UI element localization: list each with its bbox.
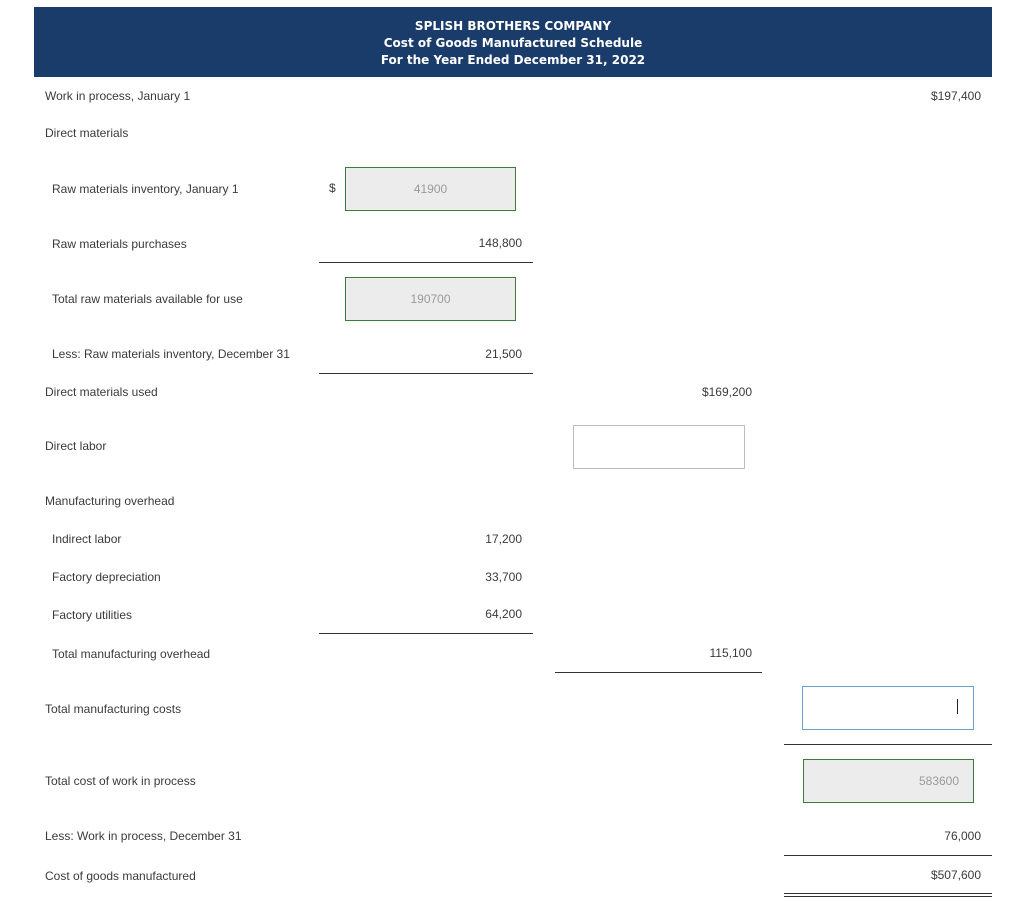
total-overhead-label: Total manufacturing overhead [52, 647, 211, 661]
rm-inventory-jan-label: Raw materials inventory, January 1 [52, 182, 239, 196]
total-double-rule [784, 893, 992, 897]
wip-jan-label: Work in process, January 1 [45, 89, 191, 103]
mfg-overhead-label: Manufacturing overhead [45, 494, 175, 508]
total-wip-input[interactable] [803, 759, 974, 803]
factory-utilities-label: Factory utilities [52, 608, 133, 622]
less-wip-dec-value: 76,000 [944, 829, 981, 843]
subtotal-rule [319, 633, 533, 634]
subtotal-rule [784, 855, 992, 856]
direct-labor-input[interactable] [573, 425, 745, 469]
total-rm-available-label: Total raw materials available for use [52, 292, 243, 306]
indirect-labor-value: 17,200 [485, 532, 522, 546]
company-name: SPLISH BROTHERS COMPANY [414, 19, 612, 33]
schedule-period: For the Year Ended December 31, 2022 [380, 53, 646, 67]
factory-depreciation-value: 33,700 [485, 570, 522, 584]
subtotal-rule [555, 672, 762, 673]
wip-jan-value: $197,400 [930, 89, 981, 103]
currency-symbol: $ [329, 181, 336, 195]
direct-labor-label: Direct labor [45, 439, 107, 453]
total-mfg-costs-input[interactable] [802, 686, 974, 730]
subtotal-rule [784, 744, 992, 745]
factory-depreciation-label: Factory depreciation [52, 570, 161, 584]
subtotal-rule [319, 262, 533, 263]
factory-utilities-value: 64,200 [485, 607, 522, 621]
direct-materials-label: Direct materials [45, 126, 129, 140]
less-rm-dec-value: 21,500 [485, 347, 522, 361]
total-mfg-costs-label: Total manufacturing costs [45, 702, 182, 716]
dm-used-label: Direct materials used [45, 385, 158, 399]
total-rm-available-input[interactable] [345, 277, 516, 321]
rm-purchases-label: Raw materials purchases [52, 237, 187, 251]
total-wip-label: Total cost of work in process [45, 774, 196, 788]
cogm-label: Cost of goods manufactured [45, 869, 196, 883]
rm-purchases-value: 148,800 [478, 236, 522, 250]
text-cursor [957, 699, 958, 714]
less-wip-dec-label: Less: Work in process, December 31 [45, 829, 242, 843]
schedule-header [34, 7, 992, 77]
less-rm-dec-label: Less: Raw materials inventory, December 31 [52, 347, 290, 361]
schedule-title: Cost of Goods Manufactured Schedule [383, 36, 643, 50]
rm-inventory-jan-input[interactable] [345, 167, 516, 211]
subtotal-rule [319, 373, 533, 374]
total-overhead-value: 115,100 [709, 646, 752, 660]
indirect-labor-label: Indirect labor [52, 532, 122, 546]
dm-used-value: $169,200 [701, 385, 752, 399]
cogm-value: $507,600 [930, 868, 981, 882]
